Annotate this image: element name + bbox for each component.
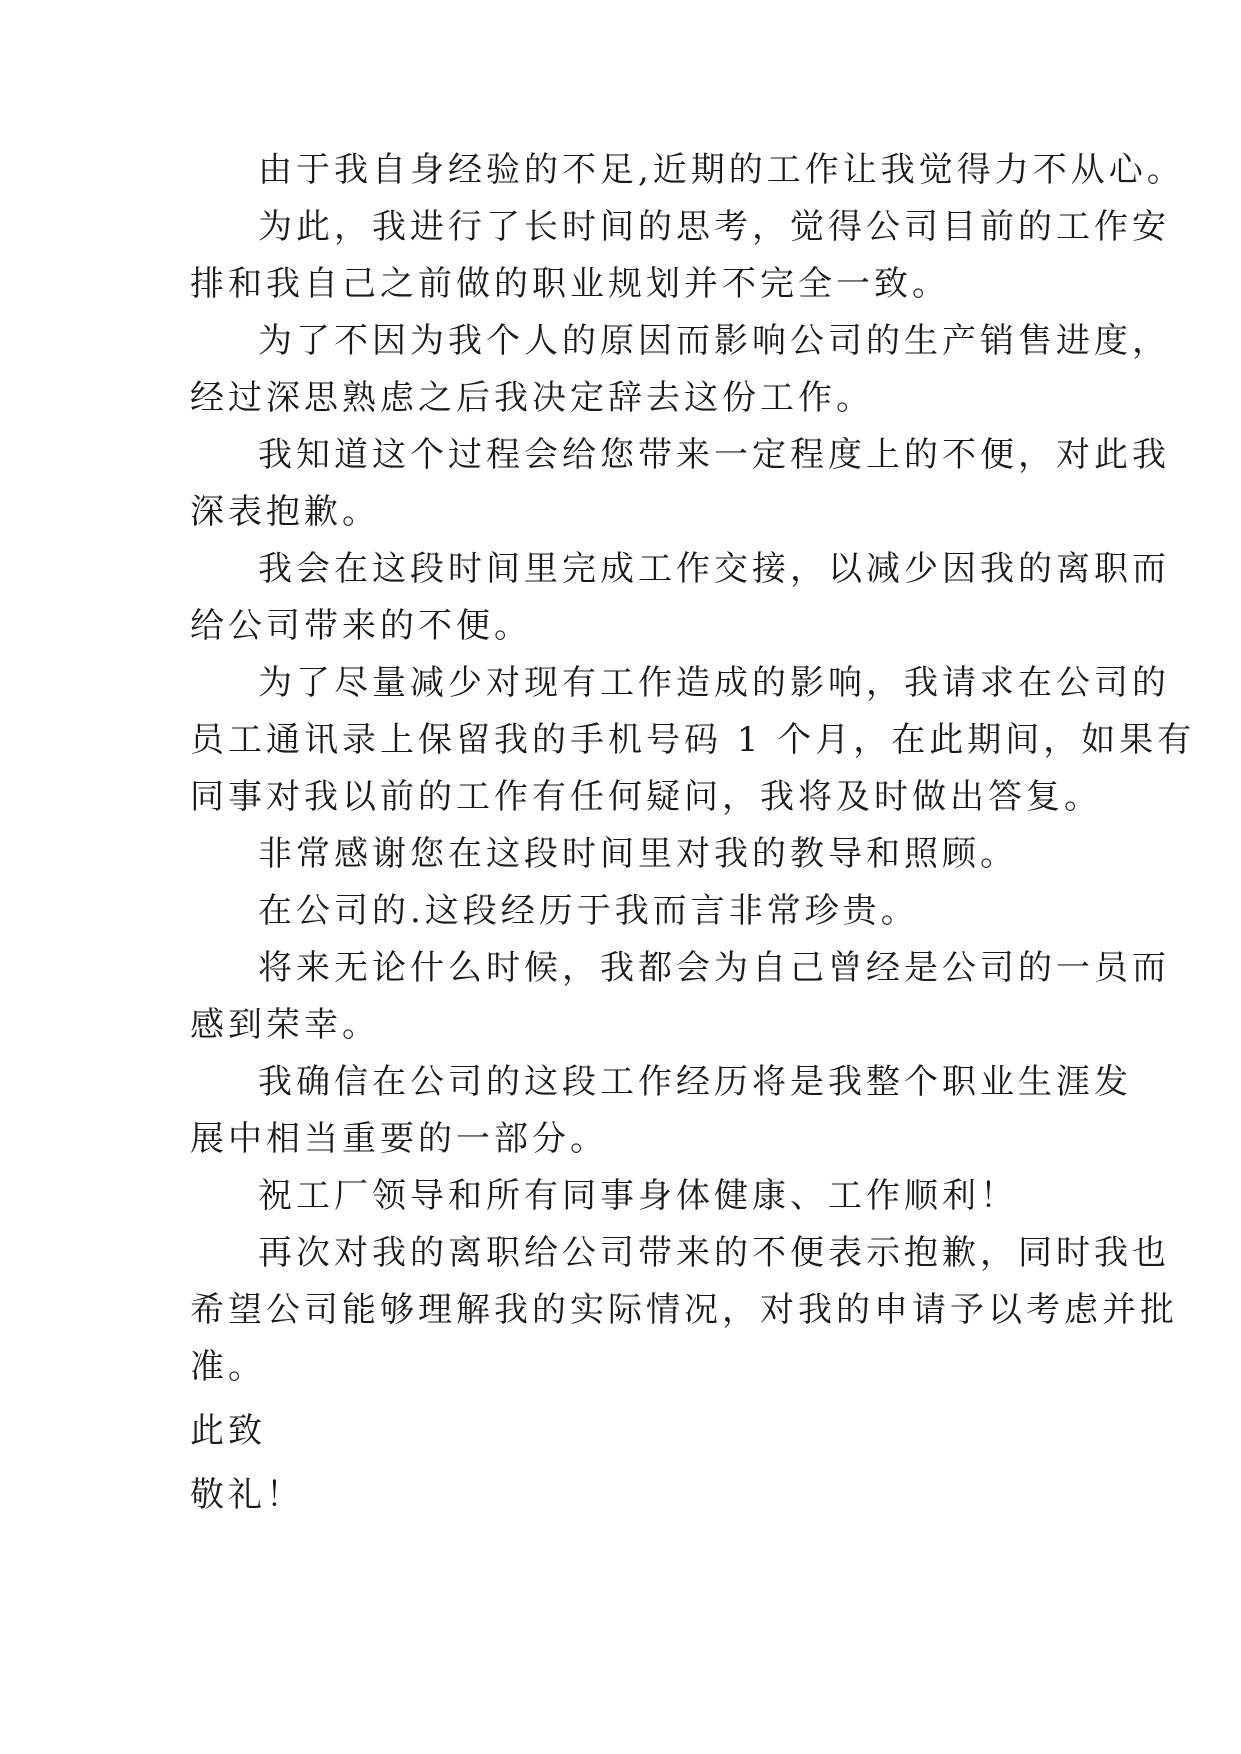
body-text-line: 员工通讯录上保留我的手机号码 1 个月，在此期间，如果有 <box>190 720 1196 760</box>
body-text-line: 为了尽量减少对现有工作造成的影响，我请求在公司的 <box>258 663 1170 703</box>
body-text-line: 祝工厂领导和所有同事身体健康、工作顺利！ <box>258 1176 1018 1216</box>
body-text-line: 感到荣幸。 <box>190 1005 380 1045</box>
body-text-line: 展中相当重要的一部分。 <box>190 1119 608 1159</box>
body-text-line: 希望公司能够理解我的实际情况，对我的申请予以考虑并批 <box>190 1290 1178 1330</box>
body-text-line: 我会在这段时间里完成工作交接，以减少因我的离职而 <box>258 549 1170 589</box>
body-text-line: 我知道这个过程会给您带来一定程度上的不便，对此我 <box>258 435 1170 475</box>
body-text-line: 排和我自己之前做的职业规划并不完全一致。 <box>190 264 950 304</box>
body-text-line: 经过深思熟虑之后我决定辞去这份工作。 <box>190 378 874 418</box>
body-text-line: 为此，我进行了长时间的思考，觉得公司目前的工作安 <box>258 207 1170 247</box>
body-text-line: 同事对我以前的工作有任何疑问，我将及时做出答复。 <box>190 777 1102 817</box>
body-text-line: 再次对我的离职给公司带来的不便表示抱歉，同时我也 <box>258 1233 1170 1273</box>
body-text-line: 由于我自身经验的不足,近期的工作让我觉得力不从心。 <box>258 150 1185 190</box>
body-text-line: 准。 <box>190 1347 266 1387</box>
body-text-line: 将来无论什么时候，我都会为自己曾经是公司的一员而 <box>258 948 1170 988</box>
body-text-line: 为了不因为我个人的原因而影响公司的生产销售进度， <box>258 321 1170 361</box>
body-text-line: 给公司带来的不便。 <box>190 606 532 646</box>
body-text-line: 在公司的.这段经历于我而言非常珍贵。 <box>258 891 919 931</box>
closing-salutation: 此致 <box>190 1411 266 1451</box>
body-text-line: 深表抱歉。 <box>190 492 380 532</box>
closing-regards: 敬礼！ <box>190 1475 304 1515</box>
body-text-line: 非常感谢您在这段时间里对我的教导和照顾。 <box>258 834 1018 874</box>
body-text-line: 我确信在公司的这段工作经历将是我整个职业生涯发 <box>258 1062 1132 1102</box>
